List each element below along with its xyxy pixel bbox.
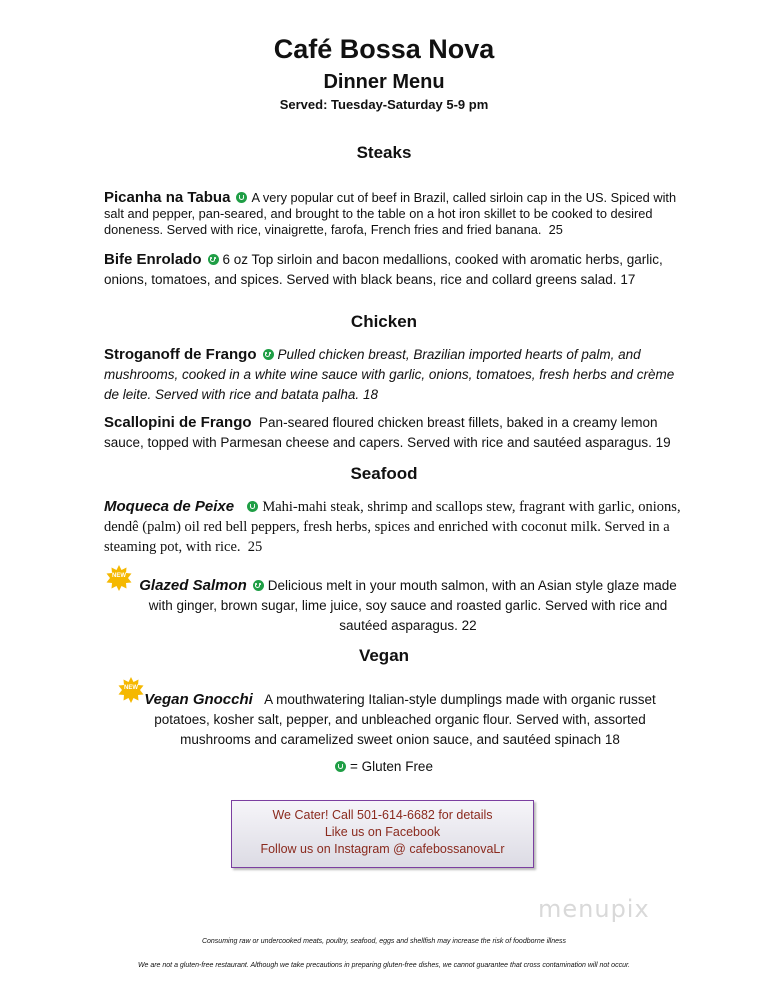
cater-info-box [231,800,534,868]
item-price: 25 [548,222,563,237]
item-name: Bife Enrolado [104,251,202,268]
menu-item-stroganoff [104,345,686,405]
item-price: 18 [604,732,620,747]
footer-health-warning: Consuming raw or undercooked meats, poultry, seafood, eggs and shellfish may increase the risk of foodborne illness [201,938,567,945]
gluten-free-legend [0,759,768,774]
gluten-free-icon [253,580,264,591]
cater-line: We Cater! Call 501-614-6682 for details [272,808,493,822]
item-description: 6 oz Top sirloin and bacon medallions, cooked with aromatic herbs, garlic, onions, tomatoes, and spices. Served with black beans, rice and collard greens salad. [104,252,663,287]
gluten-free-icon [247,501,258,512]
menu-item-scallopini [104,413,686,453]
item-name: Moqueca de Peixe [104,498,235,515]
section-heading-steaks: Steaks [356,143,412,162]
legend-text: = Gluten Free [350,759,433,774]
gluten-free-icon [236,192,247,203]
restaurant-title: Café Bossa Nova [273,34,495,64]
item-price: 25 [247,539,263,555]
item-name: Vegan Gnocchi [144,691,253,708]
footer-gluten-disclaimer: We are not a gluten-free restaurant. Although we take precautions in preparing gluten-free dishes, we cannot guarantee that cross contamination will not occur. [138,962,630,969]
item-name: Picanha na Tabua [104,189,231,206]
item-name: Scallopini de Frango [104,414,252,431]
item-description: Pulled chicken breast, Brazilian imported hearts of palm, and mushrooms, cooked in a white wine sauce with garlic, onions, tomatoes, fresh herbs and crème de leite. Served with rice and batata palha. [104,347,675,402]
item-price: 18 [362,387,378,402]
item-price: 22 [461,618,477,633]
gluten-free-icon [335,761,346,772]
item-price: 19 [655,435,671,450]
gluten-free-icon [263,349,274,360]
served-hours: Served: Tuesday-Saturday 5-9 pm [279,97,489,112]
menu-item-bife [104,250,686,290]
section-heading-seafood: Seafood [350,464,418,483]
item-name: Glazed Salmon [139,577,247,594]
item-description: Pan-seared floured chicken breast fillets, baked in a creamy lemon sauce, topped with Parmesan cheese and capers. Served with rice and sautéed asparagus. [104,415,658,450]
menu-subtitle: Dinner Menu [323,71,445,93]
watermark: menupix [538,895,650,923]
menu-item-salmon [128,576,688,636]
item-description: A mouthwatering Italian-style dumplings made with organic russet potatoes, kosher salt, pepper, and unbleached organic flour. Served with, assorted mushrooms and caramelized sweet onion sauce, and sautéed spinach [154,692,656,747]
instagram-line: Follow us on Instagram @ cafebossanovaLr [260,842,505,856]
item-description: A very popular cut of beef in Brazil, called sirloin cap in the US. Spiced with salt and pepper, pan-seared, and brought to the table on a hot iron skillet to be cooked to desired doneness. Served with rice, vinaigrette, farofa, French fries and fried banana. [104,190,677,237]
gluten-free-icon [208,254,219,265]
new-badge-text: NEW [112,573,126,579]
new-badge-text: NEW [124,685,138,691]
section-heading-vegan: Vegan [358,646,410,665]
item-name: Stroganoff de Frango [104,346,257,363]
menu-item-picanha [104,190,686,238]
item-description: Delicious melt in your mouth salmon, with an Asian style glaze made with ginger, brown sugar, lime juice, soy sauce and roasted garlic. Served with rice and sautéed asparagus. [148,578,677,633]
section-heading-chicken: Chicken [350,312,418,331]
facebook-line: Like us on Facebook [324,825,441,839]
item-price: 17 [620,272,636,287]
menu-item-moqueca [104,497,686,557]
item-description: Mahi-mahi steak, shrimp and scallops stew, fragrant with garlic, onions, dendê (palm) oil red bell peppers, fresh herbs, spices and enriched with coconut milk. Served in a steaming pot, with rice. [104,499,681,555]
menu-item-gnocchi [120,690,680,750]
